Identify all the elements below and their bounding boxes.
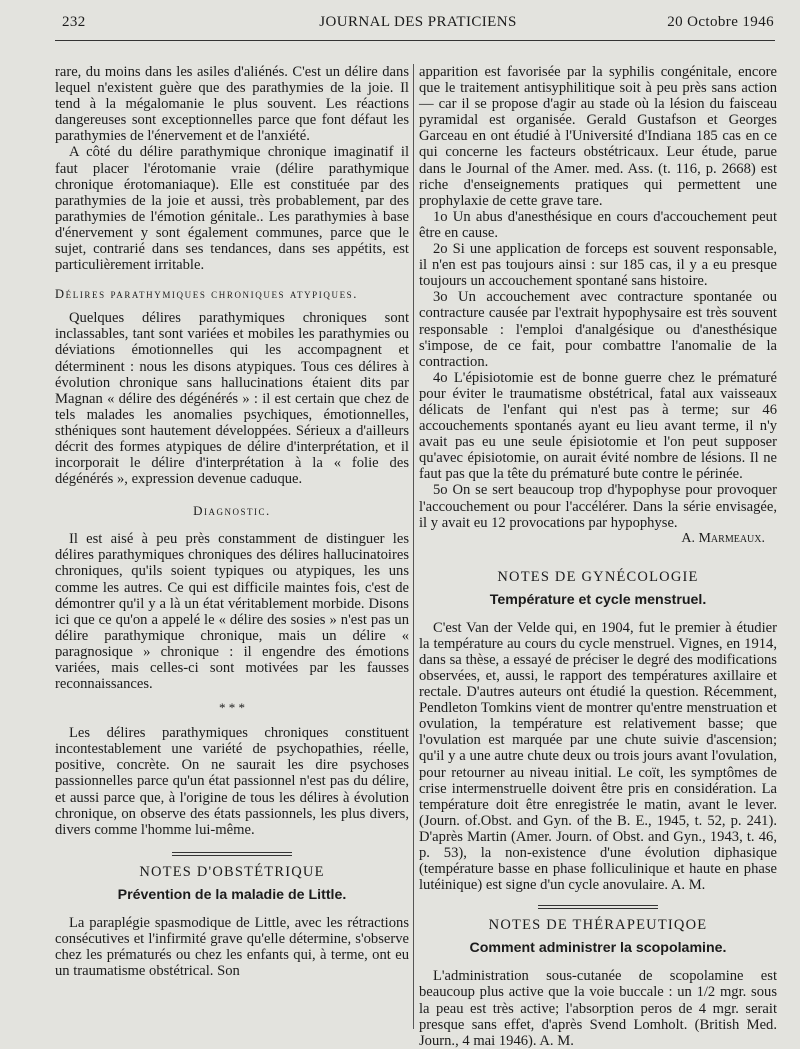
list-item: 5o On se sert beaucoup trop d'hypophyse pour provoquer l'accouchement ou pour l'accélérer. Dans la série envisagée, il y avait eu 12 provocations par hypophyse. xyxy=(419,482,777,531)
right-column xyxy=(419,64,777,1049)
paragraph: La paraplégie spasmodique de Little, avec les rétractions consécutives et l'infirmité grave qu'elle détermine, s'observe chez les prématurés ou chez les enfants qui, à terme, ont eu un traumatisme obstétrical. Son xyxy=(55,914,409,980)
journal-title: JOURNAL DES PRATICIENS xyxy=(319,14,517,30)
paragraph: rare, du moins dans les asiles d'aliénés. C'est un délire dans lequel n'existent guère que des parathymies de la joie. Il tend à la mégalomanie le plus souvent. Les réactions dangereuses sont exceptionnelles parce que font défaut les parathymies de l'énervement et de l'anxiété. xyxy=(55,64,409,145)
paragraph: apparition est favorisée par la syphilis congénitale, encore que le traitement antisyphilitique soit à peu près sans action — car il se propose d'agir au stade où la lésion du faisceau pyramidal est organisée. Gerald Gustafson et Georges Garceau en ont étudié à l'Université d'Indiana 185 cas en ce qui concerne les facteurs obstétricaux. Leur étude, parue dans le Journal of the Amer. med. Ass. (t. 116, p. 2668) est riche d'enseignements pratiques qui permettent une prophylaxie de cette grave tare. xyxy=(419,64,777,209)
header-rule xyxy=(55,40,775,41)
column-divider xyxy=(413,64,414,1029)
section-separator-stars: * * * xyxy=(219,700,245,716)
notes-gynecologie-heading: NOTES DE GYNÉCOLOGIE xyxy=(497,568,699,585)
issue-date: 20 Octobre 1946 xyxy=(667,14,774,30)
notes-therapeutique-heading: NOTES DE THÉRAPEUTIQOE xyxy=(488,917,708,934)
page-number: 232 xyxy=(62,14,86,30)
paragraph: L'administration sous-cutanée de scopolamine est beaucoup plus active que la voie buccale : un 1/2 mgr. sous la peau est très active; l'absorption peros de 4 mgr. serait presque sans effet, d'après Svend Lomholt. (British Med. Journ., 4 mai 1946). A. M. xyxy=(419,968,777,1049)
list-item: 1o Un abus d'anesthésique en cours d'accouchement peut être en cause. xyxy=(419,208,777,241)
list-item: 3o Un accouchement avec contracture spontanée ou contracture causée par l'extrait hypophysaire est très souvent responsable : l'emploi d'analgésique ou d'anesthésique s'impose, de ce fait, pour combattre l'anomalie de la contraction. xyxy=(419,289,777,370)
article-title-little: Prévention de la maladie de Little. xyxy=(117,886,347,903)
list-item: 2o Si une application de forceps est souvent responsable, il n'en est pas toujours ainsi : sur 185 cas, il y a eu presque toujours un accouchement spontané sans histoire. xyxy=(419,241,777,290)
article-title-temperature: Température et cycle menstruel. xyxy=(489,591,707,608)
paragraph: Les délires parathymiques chroniques constituent incontestablement une variété de psychopathies, réelle, positive, concrète. On ne saurait les dire psychoses passionnelles parce qu'un état passionnel n'est pas du délire, et aussi parce que, à l'origine de tous les délires à évolution chronique, on observe des états passionnels, les plus divers, divers comme l'homme lui-même. xyxy=(55,725,409,838)
author-signature: A. Marmeaux. xyxy=(681,530,765,546)
paragraph: C'est Van der Velde qui, en 1904, fut le premier à étudier la température au cours du cycle menstruel. Vignes, en 1914, dans sa thèse, a essayé de préciser le degré des modifications observées, et, aussi, le rapport des températures axillaire et rectale. D'autres auteurs ont étudié la question. Récemment, Pendleton Tomkins vient de montrer qu'entre menstruation et ovulation, la température est relativement basse; que l'ovulation est marquée par une chute suivie d'ascension; qu'il y a une autre chute deux ou trois jours avant l'ovulation, pour retourner au niveau initial. Le coït, les symptômes de crise intermenstruelle doivent être pris en considération. La température doit être enregistrée le matin, avant le lever. (Journ. of.Obst. and Gyn. of the B. E., 1945, t. 52, p. 241). D'après Martin (Amer. Journ. of Obst. and Gyn., 1943, t. 46, p. 53), la non-existence d'une évolution diphasique (température basse en phase folliculinique et haute en phase lutéinique) est signe d'un cycle anovulaire. A. M. xyxy=(419,619,777,894)
notes-obstetrique-heading: NOTES D'OBSTÉTRIQUE xyxy=(139,863,325,880)
section-rule xyxy=(538,905,658,909)
section-heading-diagnostic: Diagnostic. xyxy=(193,503,271,519)
left-column xyxy=(55,64,409,979)
section-heading-atypical: Délires parathymiques chroniques atypiques. xyxy=(55,287,359,302)
page-header xyxy=(62,14,774,40)
list-item: 4o L'épisiotomie est de bonne guerre chez le prématuré pour éviter le traumatisme obstétrical, fatal aux vaisseaux délicats de l'enfant qui n'est pas à terme; sur 46 accouchements spontanés ayant eu lieu avant terme, il n'y avait pas eu une seule épisiotomie et l'on peut supposer qu'avec épisiotomie, on aurait évité nombre de lésions. Il ne faut pas que la tête du prématuré bute contre le périnée. xyxy=(419,369,777,483)
section-rule xyxy=(172,852,292,856)
article-title-scopolamine: Comment administrer la scopolamine. xyxy=(469,940,727,957)
paragraph: Il est aisé à peu près constamment de distinguer les délires parathymiques chroniques des délires hallucinatoires chroniques, qu'ils soient typiques ou atypiques, les uns comme les autres. Ce qui est difficile maintes fois, c'est de démontrer qu'il y a là un état véritablement morbide. Disons ici que ce qu'on a appelé le « délire des sosies » n'est pas un délire parathymique chronique, mais un délire « paragnosique » chronique : il engendre des émotions variées, mais celles-ci sont motivées par les fausses reconnaissances. xyxy=(55,531,409,693)
paragraph: A côté du délire parathymique chronique imaginatif il faut placer l'érotomanie vraie (délire parathymique chronique érotomaniaque). Elle est constituée par des parathymies de la joie et aussi, très probablement, par des parathymies de l'émotion génitale.. Les parathymies à base d'énervement y sont également communes, parce que le sujet, contrarié dans ses tendances, dans ses appétits, est particulièrement irritable. xyxy=(55,144,409,274)
paragraph: Quelques délires parathymiques chroniques sont inclassables, tant sont variées et mobiles les parathymies ou déviations émotionnelles qui les accompagnent et déterminent : nous les disons atypiques. Tous ces délires à évolution chronique sans hallucinations étaient dits par Magnan « délire des dégénérés » : il est certain que chez de tels malades les anomalies psychiques, émotionnelles, sthéniques sont hautement développées. Sérieux a d'ailleurs décrit des formes atypiques de délire d'interprétation, et il incorporait le délire d'interprétation à la « folie des dégénérés », expression devenue caduque. xyxy=(55,310,409,488)
